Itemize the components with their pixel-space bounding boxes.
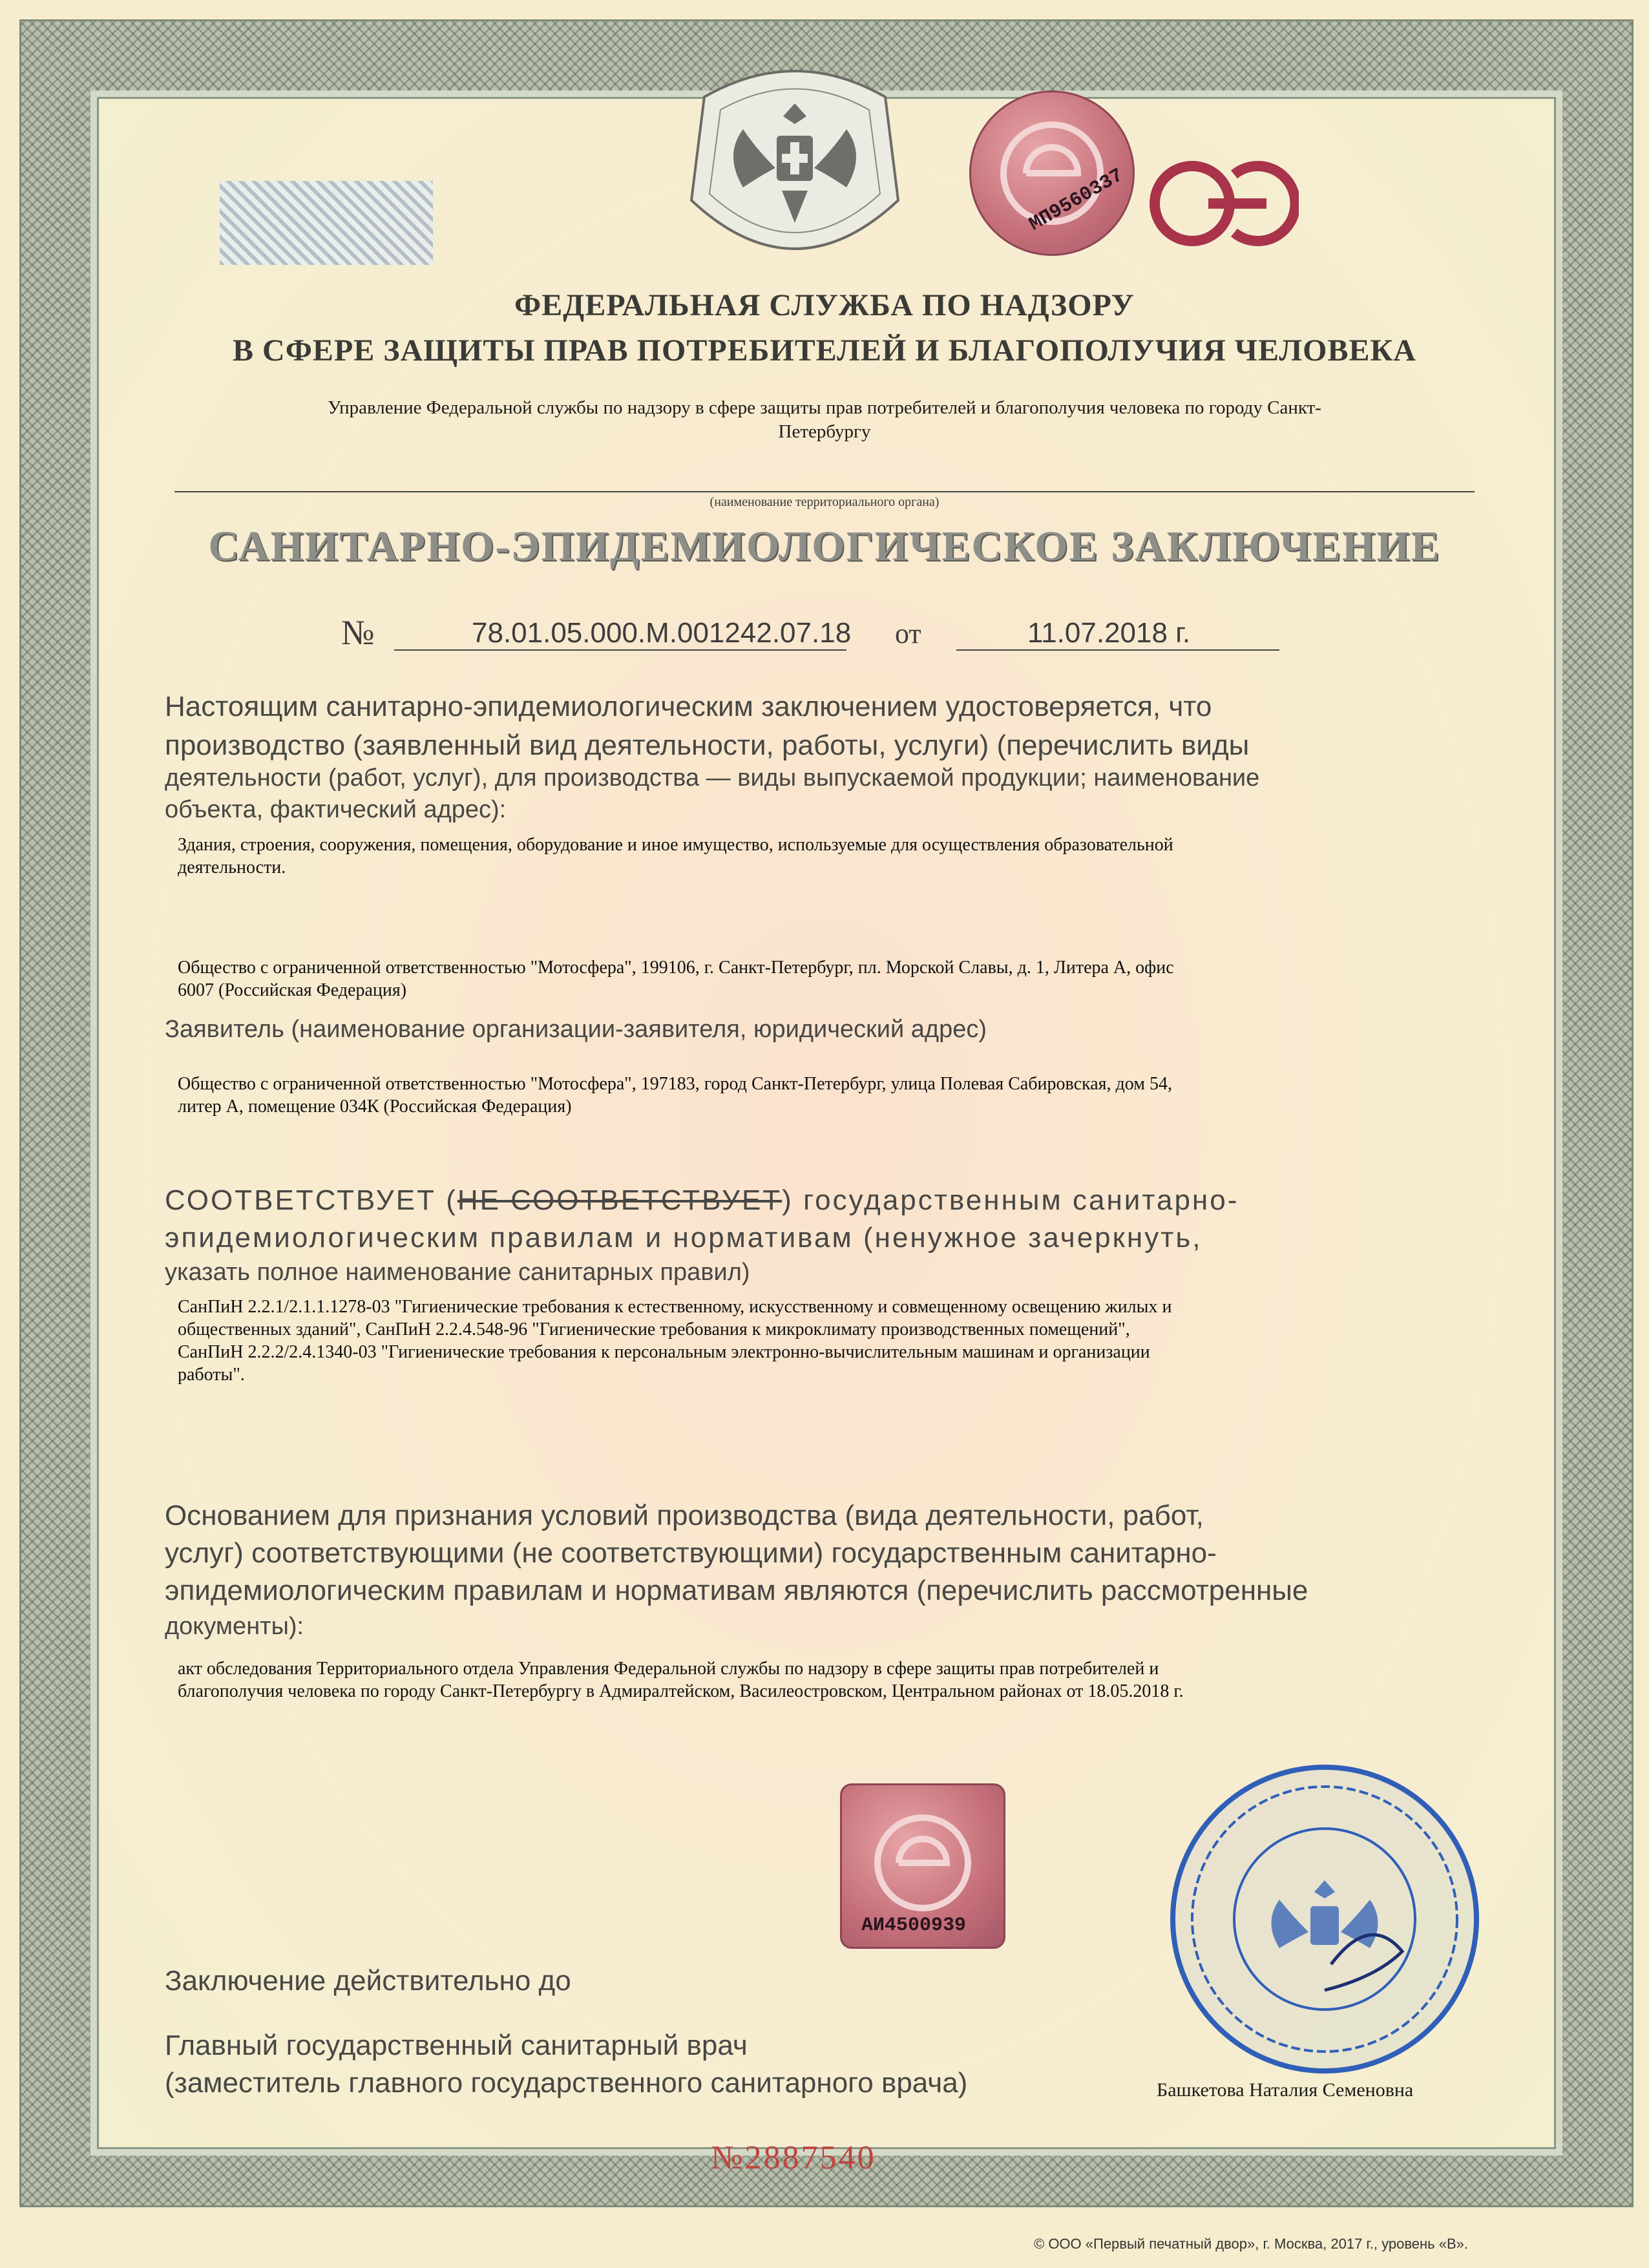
compliance-open-paren: ( bbox=[446, 1184, 457, 1216]
compliance-word: СООТВЕТСТВУЕТ bbox=[165, 1184, 436, 1216]
compliance-line1 bbox=[165, 1184, 1239, 1217]
compliance-line1-rest: государственным санитарно- bbox=[803, 1184, 1239, 1216]
hologram-sticker-bottom bbox=[840, 1783, 1005, 1949]
printer-credit: © ООО «Первый печатный двор», г. Москва, 2017 г., уровень «В». bbox=[1034, 2236, 1468, 2252]
compliance-struck: НЕ СООТВЕТСТВУЕТ bbox=[457, 1184, 782, 1216]
signer-role-line2: (заместитель главного государственного санитарного врача) bbox=[165, 2067, 968, 2099]
hologram-sticker-top bbox=[969, 90, 1135, 256]
compliance-line3: указать полное наименование санитарных правил) bbox=[165, 1259, 750, 1286]
signer-role-line1: Главный государственный санитарный врач bbox=[165, 2030, 748, 2061]
basis-line3: эпидемиологическим правилам и нормативам являются (перечислить рассмотренные bbox=[165, 1575, 1308, 1606]
intro-line4: объекта, фактический адрес): bbox=[165, 796, 507, 823]
emblem-icon bbox=[666, 52, 924, 284]
certificate-date: 11.07.2018 г. bbox=[1027, 617, 1191, 649]
security-pattern bbox=[220, 181, 433, 265]
compliance-line2: эпидемиологическим правилам и нормативам (ненужное зачеркнуть, bbox=[165, 1222, 1203, 1254]
signer-name: Башкетова Наталия Семеновна bbox=[1157, 2079, 1414, 2101]
document-title: САНИТАРНО-ЭПИДЕМИОЛОГИЧЕСКОЕ ЗАКЛЮЧЕНИЕ bbox=[208, 523, 1441, 570]
official-stamp bbox=[1163, 1758, 1486, 2081]
rules-line1: СанПиН 2.2.1/2.1.1.1278-03 "Гигиенические требования к естественному, искусственному и совмещенному освещению жилых и bbox=[178, 1297, 1172, 1317]
from-label: от bbox=[895, 618, 921, 649]
number-rule bbox=[394, 649, 846, 651]
department-line1: Управление Федеральной службы по надзору в сфере защиты прав потребителей и благополучия человека по городу Санкт- bbox=[328, 397, 1321, 418]
agency-name-line2: В СФЕРЕ ЗАЩИТЫ ПРАВ ПОТРЕБИТЕЛЕЙ И БЛАГОПОЛУЧИЯ ЧЕЛОВЕКА bbox=[233, 333, 1416, 368]
basis-line2: услуг) соответствующими (не соответствующими) государственным санитарно- bbox=[165, 1537, 1217, 1569]
basis-doc-line2: благополучия человека по городу Санкт-Петербургу в Адмиралтейском, Василеостровском, Центральном районах от 18.05.2018 г. bbox=[178, 1681, 1184, 1701]
hologram-code-bottom: АИ4500939 bbox=[861, 1915, 967, 1937]
department-rule bbox=[174, 491, 1475, 492]
object-line2: 6007 (Российская Федерация) bbox=[178, 980, 407, 1000]
basis-line1: Основанием для признания условий производства (вида деятельности, работ, bbox=[165, 1500, 1204, 1531]
validity-label: Заключение действительно до bbox=[165, 1965, 571, 1997]
rules-line4: работы". bbox=[178, 1365, 245, 1385]
rules-line2: общественных зданий", СанПиН 2.2.4.548-96 "Гигиенические требования к микроклимату производственных помещений", bbox=[178, 1319, 1130, 1339]
basis-line4: документы): bbox=[165, 1613, 304, 1640]
hologram-code-top: МП9560337 bbox=[1025, 164, 1128, 236]
department-line2: Петербургу bbox=[778, 421, 871, 442]
number-sign: № bbox=[341, 613, 375, 652]
intro-line3: деятельности (работ, услуг), для производства — виды выпускаемой продукции; наименование bbox=[165, 764, 1260, 792]
agency-name-line1: ФЕДЕРАЛЬНАЯ СЛУЖБА ПО НАДЗОРУ bbox=[514, 288, 1135, 322]
applicant-label: Заявитель (наименование организации-заявителя, юридический адрес) bbox=[165, 1016, 987, 1043]
se-logo-icon bbox=[1144, 155, 1299, 252]
compliance-close-paren: ) bbox=[782, 1184, 793, 1216]
rules-line3: СанПиН 2.2.2/2.4.1340-03 "Гигиенические требования к персональным электронно-вычислительным машинам и организации bbox=[178, 1342, 1150, 1362]
applicant-line2: литер А, помещение 034К (Российская Федерация) bbox=[178, 1097, 572, 1117]
object-line1: Общество с ограниченной ответственностью "Мотосфера", 199106, г. Санкт-Петербург, пл. Морской Славы, д. 1, Литера А, офис bbox=[178, 958, 1174, 978]
intro-line2: производство (заявленный вид деятельности, работы, услуги) (перечислить виды bbox=[165, 730, 1250, 761]
department-caption: (наименование территориального органа) bbox=[709, 495, 940, 509]
serial-number: №2887540 bbox=[711, 2139, 876, 2176]
activity-line1: Здания, строения, сооружения, помещения, оборудование и иное имущество, используемые для осуществления образовательной bbox=[178, 835, 1173, 855]
intro-line1: Настоящим санитарно-эпидемиологическим заключением удостоверяется, что bbox=[165, 691, 1212, 722]
date-rule bbox=[956, 649, 1279, 651]
activity-line2: деятельности. bbox=[178, 857, 286, 877]
basis-doc-line1: акт обследования Территориального отдела Управления Федеральной службы по надзору в сфере защиты прав потребителей и bbox=[178, 1659, 1159, 1679]
certificate-number: 78.01.05.000.М.001242.07.18 bbox=[472, 617, 852, 649]
applicant-line1: Общество с ограниченной ответственностью "Мотосфера", 197183, город Санкт-Петербург, улица Полевая Сабировская, дом 54, bbox=[178, 1074, 1172, 1094]
